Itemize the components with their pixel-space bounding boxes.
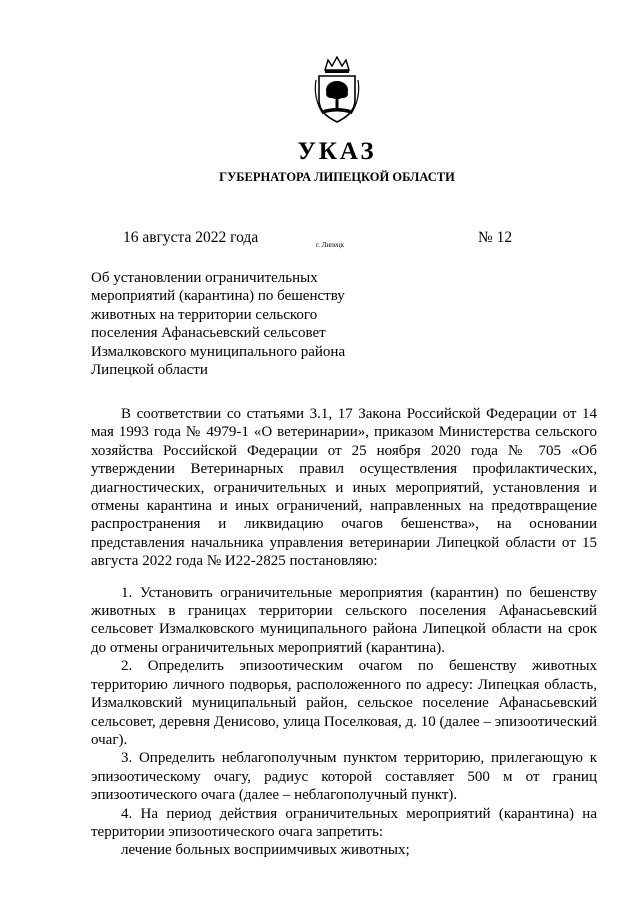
document-subtitle: ГУБЕРНАТОРА ЛИПЕЦКОЙ ОБЛАСТИ bbox=[219, 170, 455, 184]
subject-line: животных на территории сельского bbox=[91, 306, 318, 323]
subject-line: Об установлении ограничительных bbox=[91, 270, 318, 286]
document-title: УКАЗ bbox=[297, 138, 377, 165]
decree-number: № 12 bbox=[478, 229, 513, 246]
subject-line: мероприятий (карантина) по бешенству bbox=[91, 288, 345, 305]
clause-4-item: лечение больных восприимчивых животных; bbox=[121, 842, 410, 859]
decree-subject bbox=[91, 269, 371, 379]
clause-2-paragraph: 2. Определить эпизоотическим очагом по бешенству животных территорию личного подворья, расположенного по адресу: Липецкая область, Измалковский муниципальный район, сельское поселение Афанасьевский сельсовет, деревня Денисово, улица Поселковая, д. 10 (далее – эпизоотический очаг). bbox=[91, 658, 597, 748]
subject-line: Измалковского муниципального района bbox=[91, 343, 346, 360]
subject-line: поселения Афанасьевский сельсовет bbox=[91, 325, 326, 342]
decree-date: 16 августа 2022 года bbox=[123, 229, 259, 246]
decree-body bbox=[91, 405, 597, 860]
clause-1-paragraph: 1. Установить ограничительные мероприятия (карантин) по бешенству животных в границах территории сельского поселения Афанасьевский сельсовет Измалковского муниципального района Липецкой области на срок до отмены ограничительных мероприятий (карантина). bbox=[91, 584, 597, 656]
coat-of-arms-icon bbox=[311, 56, 363, 124]
clause-3-paragraph: 3. Определить неблагополучным пунктом территорию, прилегающую к эпизоотическому очагу, радиус которой составляет 500 м от границ эпизоотического очага (далее – неблагополучный пункт). bbox=[91, 750, 597, 804]
subject-line: Липецкой области bbox=[91, 362, 208, 379]
preamble-paragraph: В соответствии со статьями 3.1, 17 Закона Российской Федерации от 14 мая 1993 года № 4979-1 «О ветеринарии», приказом Министерства сельского хозяйства Российской Федерации от 25 ноября 2020 года № 705 «Об утверждении Ветеринарных правил осуществления профилактических, диагностических, ограничительных и иных мероприятий, установления и отмены карантина и иных ограничений, направленных на предотвращение распространения и ликвидацию очагов бешенства», на основании представления начальника управления ветеринарии Липецкой области от 15 августа 2022 года № И22-2825 постановляю: bbox=[91, 406, 597, 570]
clause-4-paragraph: 4. На период действия ограничительных мероприятий (карантина) на территории эпизоотического очага запретить: bbox=[91, 805, 597, 840]
decree-place: г. Липецк bbox=[316, 241, 345, 249]
